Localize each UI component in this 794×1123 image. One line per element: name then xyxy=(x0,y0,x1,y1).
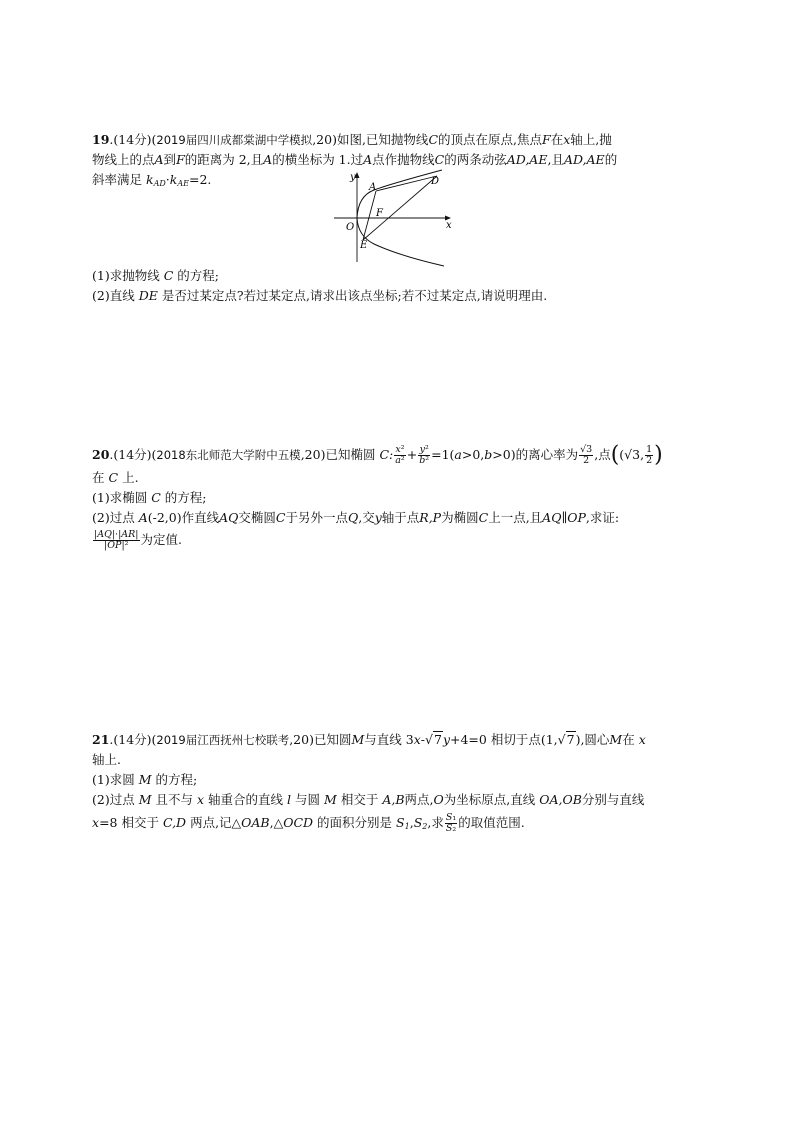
d-label: D xyxy=(431,176,440,187)
y-label: y xyxy=(350,172,356,183)
source-label: 2019届江西抚州七校联考 xyxy=(156,733,290,747)
question-19-parts xyxy=(92,266,710,306)
question-21 xyxy=(92,730,710,836)
source-label: 2019届四川成都棠湖中学模拟 xyxy=(156,133,313,147)
f-label: F xyxy=(376,208,383,219)
q21-part-3: x=8 相交于 C,D 两点,记△OAB,△OCD 的面积分别是 $S_1,S_2$,求 $\frac{\text{S₁}}{\text{S₂}}$ 的取值范围. xyxy=(92,812,525,834)
q19-line-2: 物线上的点A到F的距离为 2,且A的横坐标为 1.过A点作抛物线C的两条动弦AD,AE,且AD,AE的 xyxy=(92,152,618,167)
q20-line-1: 20.(14分)(2018东北师范大学附中五模,20)已知椭圆 C: $\frac{\text{x²}}{\text{a²}}$ + $\frac{\text{y²}}{\text{b²}}$ =1(a>0,b>0)的离心率为 $\frac{√3}{2}$ ,点((√3, $\frac{1}{2}$ ) xyxy=(92,442,663,468)
question-20 xyxy=(92,442,710,552)
q19-part-2: (2)直线 DE 是否过某定点?若过某定点,请求出该点坐标;若不过某定点,请说明理由. xyxy=(92,288,548,303)
question-number: 19 xyxy=(92,132,110,147)
q21-line-1: 21.(14分)(2019届江西抚州七校联考,20)已知圆M与直线 3x-√7y+4=0 相切于点(1,√7),圆心M在 x xyxy=(92,732,646,747)
o-label: O xyxy=(346,222,355,233)
chord-ae xyxy=(363,191,376,240)
source-label: 2018东北师范大学附中五模 xyxy=(156,448,301,462)
question-number: 21 xyxy=(92,732,110,747)
question-number: 20 xyxy=(92,447,110,462)
q20-line-2: 在 C 上. xyxy=(92,470,139,485)
q21-part-2: (2)过点 M 且不与 x 轴重合的直线 l 与圆 M 相交于 A,B两点,O为坐标原点,直线 OA,OB分别与直线 xyxy=(92,792,645,807)
q20-part-3: $\frac{|AQ|\cdot|AR|}{\text{|OP|²}}$ 为定值. xyxy=(94,529,182,551)
q19-line-3: 斜率满足 $k_{AD}\cdot k_{AE}=2$. xyxy=(92,172,212,188)
q21-part-1: (1)求圆 M 的方程; xyxy=(92,772,198,787)
q19-part-1: (1)求抛物线 C 的方程; xyxy=(92,268,219,283)
x-label: x xyxy=(446,220,452,231)
parabola-figure xyxy=(330,166,456,270)
a-label: A xyxy=(369,182,377,193)
e-label: E xyxy=(360,240,368,251)
q19-line-1: 19.(14分)(2019届四川成都棠湖中学模拟,20)如图,已知抛物线C的顶点在原点,焦点F在x轴上,抛 xyxy=(92,132,612,147)
q20-part-2: (2)过点 A(-2,0)作直线AQ交椭圆C于另外一点Q,交y轴于点R,P为椭圆C上一点,且AQ∥OP,求证: xyxy=(92,510,620,525)
q21-line-2: 轴上. xyxy=(92,752,121,767)
q20-part-1: (1)求椭圆 C 的方程; xyxy=(92,490,207,505)
